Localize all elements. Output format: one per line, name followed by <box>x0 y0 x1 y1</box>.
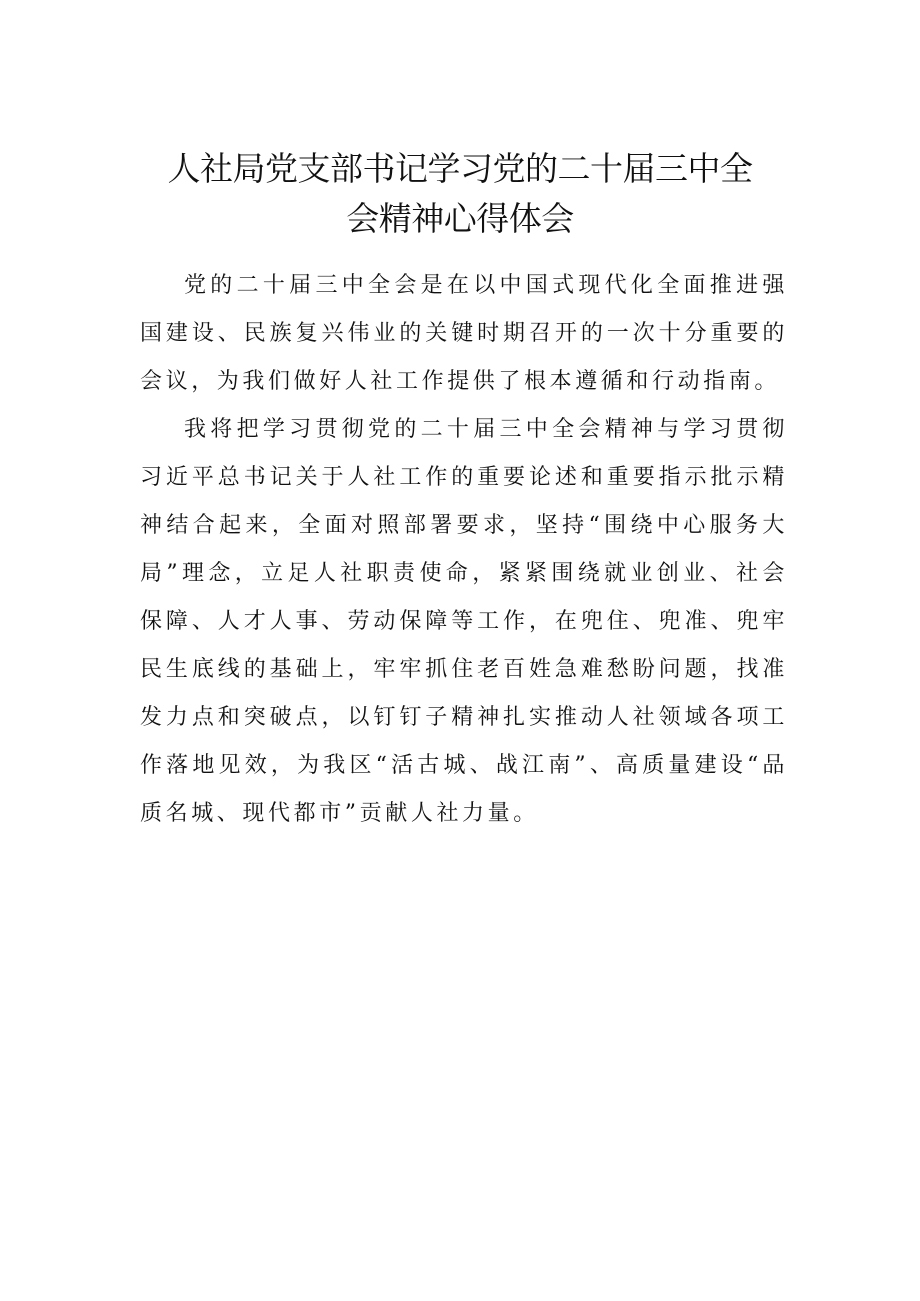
title-line-2: 会精神心得体会 <box>346 199 574 238</box>
document-title <box>140 144 780 244</box>
paragraph-1: 党的二十届三中全会是在以中国式现代化全面推进强国建设、民族复兴伟业的关键时期召开的一次十分重要的会议，为我们做好人社工作提供了根本遵循和行动指南。 <box>140 273 788 394</box>
title-line-1: 人社局党支部书记学习党的二十届三中全 <box>167 149 753 188</box>
paragraph-2: 我将把学习贯彻党的二十届三中全会精神与学习贯彻习近平总书记关于人社工作的重要论述和重要指示批示精神结合起来，全面对照部署要求，坚持“围绕中心服务大局”理念，立足人社职责使命，紧紧围绕就业创业、社会保障、人才人事、劳动保障等工作，在兜住、兜准、兜牢民生底线的基础上，牢牢抓住老百姓急难愁盼问题，找准发力点和突破点，以钉钉子精神扎实推动人社领域各项工作落地见效，为我区“活古城、战江南”、高质量建设“品质名城、现代都市”贡献人社力量。 <box>140 417 788 826</box>
document-body <box>140 262 788 838</box>
